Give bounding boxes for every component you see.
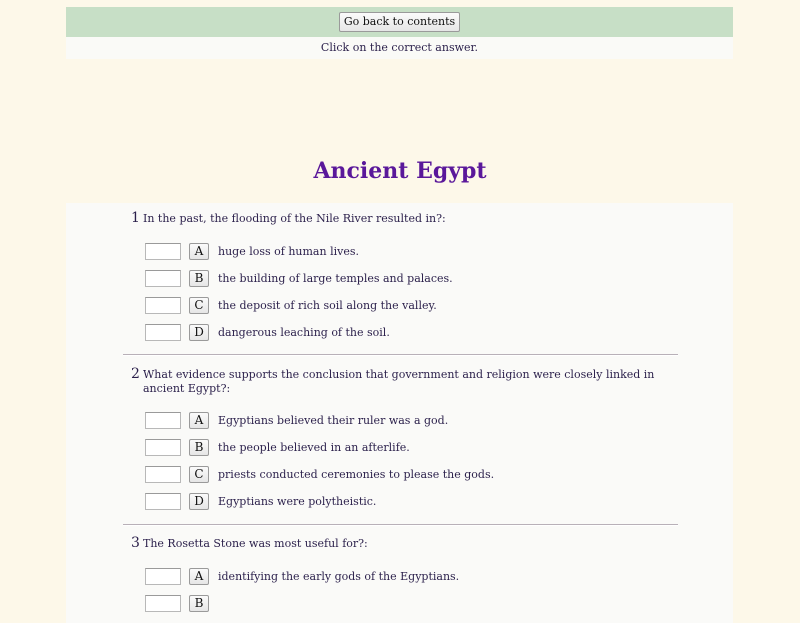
option-text: huge loss of human lives. bbox=[218, 245, 359, 258]
option-row bbox=[145, 243, 665, 263]
quiz-panel bbox=[66, 203, 733, 623]
answer-button-d[interactable]: D bbox=[189, 493, 209, 510]
top-nav-bar bbox=[66, 7, 733, 37]
question-number: 3 bbox=[131, 535, 140, 551]
answer-button-c[interactable]: C bbox=[189, 297, 209, 314]
answer-button-a[interactable]: A bbox=[189, 412, 209, 429]
answer-feedback-box bbox=[145, 493, 181, 510]
page-title: Ancient Egypt bbox=[313, 158, 487, 184]
back-to-contents-button[interactable]: Go back to contents bbox=[339, 12, 460, 32]
option-text: Egyptians were polytheistic. bbox=[218, 495, 377, 508]
option-row bbox=[145, 270, 665, 290]
question-text: The Rosetta Stone was most useful for?: bbox=[143, 537, 368, 550]
answer-feedback-box bbox=[145, 568, 181, 585]
answer-button-b[interactable]: B bbox=[189, 270, 209, 287]
option-text: the people believed in an afterlife. bbox=[218, 441, 410, 454]
option-row bbox=[145, 297, 665, 317]
question-text: In the past, the flooding of the Nile River resulted in?: bbox=[143, 212, 446, 225]
question-text: What evidence supports the conclusion that government and religion were closely linked in ancient Egypt?: bbox=[143, 368, 655, 395]
answer-feedback-box bbox=[145, 270, 181, 287]
option-row bbox=[145, 412, 665, 432]
option-row bbox=[145, 568, 665, 588]
answer-feedback-box bbox=[145, 466, 181, 483]
option-row bbox=[145, 324, 665, 344]
answer-button-a[interactable]: A bbox=[189, 568, 209, 585]
question-divider bbox=[123, 354, 678, 356]
instruction-text: Click on the correct answer. bbox=[66, 37, 733, 59]
answer-feedback-box bbox=[145, 324, 181, 341]
answer-button-a[interactable]: A bbox=[189, 243, 209, 260]
answer-feedback-box bbox=[145, 439, 181, 456]
answer-button-b[interactable]: B bbox=[189, 439, 209, 456]
answer-feedback-box bbox=[145, 243, 181, 260]
answer-button-b[interactable]: B bbox=[189, 595, 209, 612]
option-row bbox=[145, 493, 665, 513]
question-number: 2 bbox=[131, 366, 140, 382]
option-row bbox=[145, 595, 665, 615]
option-text: priests conducted ceremonies to please the gods. bbox=[218, 468, 495, 481]
option-text: the deposit of rich soil along the valley. bbox=[218, 299, 437, 312]
option-text: dangerous leaching of the soil. bbox=[218, 326, 390, 339]
answer-feedback-box bbox=[145, 297, 181, 314]
option-row bbox=[145, 466, 665, 486]
option-text: the building of large temples and palaces. bbox=[218, 272, 453, 285]
option-row bbox=[145, 439, 665, 459]
question-divider bbox=[123, 524, 678, 526]
option-text: identifying the early gods of the Egyptians. bbox=[218, 570, 460, 583]
option-text: Egyptians believed their ruler was a god. bbox=[218, 414, 449, 427]
answer-button-c[interactable]: C bbox=[189, 466, 209, 483]
question-number: 1 bbox=[131, 210, 140, 226]
answer-feedback-box bbox=[145, 595, 181, 612]
answer-feedback-box bbox=[145, 412, 181, 429]
answer-button-d[interactable]: D bbox=[189, 324, 209, 341]
